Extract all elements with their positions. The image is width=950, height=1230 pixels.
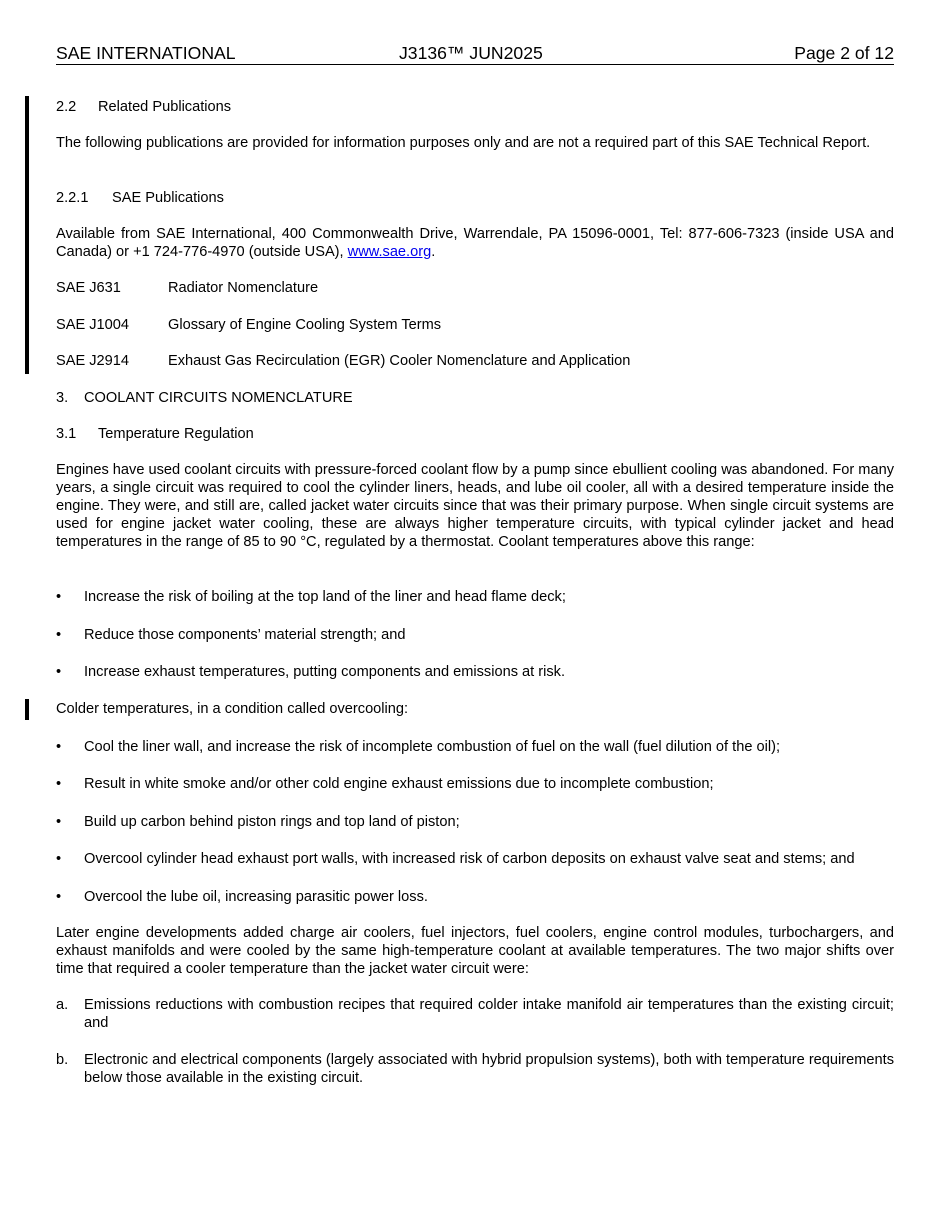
paragraph-availability xyxy=(56,225,894,261)
bullet-marker: • xyxy=(56,776,62,792)
section-number: 3. xyxy=(56,390,69,406)
bullet-marker: • xyxy=(56,664,62,680)
section-number: 2.2.1 xyxy=(56,190,89,206)
reference-row xyxy=(56,352,894,370)
section-title: Related Publications xyxy=(98,99,232,115)
paragraph-intro: The following publications are provided for information purposes only and are not a required part of this SAE Technical Report. xyxy=(56,135,871,151)
paragraph-engines: Engines have used coolant circuits with pressure-forced coolant flow by a pump since ebullient cooling was abandoned. For many years, a single circuit was required to cool the cylinder liners, heads, and lube oil cooler, all with a desired temperature inside the engine. They were, and still are, called jacket water circuits since that was their primary purpose. When single circuit systems are used for engine jacket water cooling, these are always higher temperature circuits, with typical cylinder jacket and head temperatures in the range of 85 to 90 °C, regulated by a thermostat. Coolant temperatures above this range: xyxy=(56,462,894,550)
bullet-marker: • xyxy=(56,814,62,830)
section-heading-2-2-1 xyxy=(56,189,224,207)
bullet-marker: • xyxy=(56,627,62,643)
list-item-text: Cool the liner wall, and increase the risk of incomplete combustion of fuel on the wall (fuel dilution of the oil); xyxy=(84,739,781,755)
bullet-marker: • xyxy=(56,889,62,905)
list-marker: b. xyxy=(56,1052,69,1068)
list-item-text: Increase exhaust temperatures, putting components and emissions at risk. xyxy=(84,664,566,680)
list-item-text: Reduce those components’ material strength; and xyxy=(84,627,406,643)
section-heading-3-1 xyxy=(56,425,254,443)
section-number: 2.2 xyxy=(56,99,77,115)
reference-code: SAE J1004 xyxy=(56,317,130,333)
section-title: Temperature Regulation xyxy=(98,426,254,442)
sae-website-link[interactable]: www.sae.org xyxy=(347,244,432,260)
section-number: 3.1 xyxy=(56,426,77,442)
list-marker: a. xyxy=(56,997,69,1013)
list-item-text: Build up carbon behind piston rings and top land of piston; xyxy=(84,814,460,830)
reference-title: Radiator Nomenclature xyxy=(168,280,319,296)
change-bar xyxy=(25,96,29,374)
bullet-marker: • xyxy=(56,589,62,605)
list-item-text: Result in white smoke and/or other cold engine exhaust emissions due to incomplete combustion; xyxy=(84,776,714,792)
list-item-text: Overcool the lube oil, increasing parasitic power loss. xyxy=(84,889,428,905)
paragraph-later: Later engine developments added charge air coolers, fuel injectors, fuel coolers, engine control modules, turbochargers, and exhaust manifolds and were cooled by the same high-temperature coolant at available temperatures. The two major shifts over time that required a cooler temperature than the jacket water circuit were: xyxy=(56,925,894,977)
reference-title: Exhaust Gas Recirculation (EGR) Cooler Nomenclature and Application xyxy=(168,353,631,369)
list-item-text: Electronic and electrical components (largely associated with hybrid propulsion systems), both with temperature requirements below those available in the existing circuit. xyxy=(84,1052,894,1086)
reference-code: SAE J2914 xyxy=(56,353,130,369)
section-title: COOLANT CIRCUITS NOMENCLATURE xyxy=(84,390,353,406)
bullet-marker: • xyxy=(56,739,62,755)
list-item-text: Overcool cylinder head exhaust port walls, with increased risk of carbon deposits on exhaust valve seat and stems; and xyxy=(84,851,855,867)
reference-row xyxy=(56,316,894,334)
header-doc-id: J3136™ JUN2025 xyxy=(399,43,543,63)
header-org: SAE INTERNATIONAL xyxy=(56,43,236,63)
change-bar xyxy=(25,699,29,720)
page-header xyxy=(56,42,894,65)
bullet-marker: • xyxy=(56,851,62,867)
section-title: SAE Publications xyxy=(112,190,224,206)
reference-title: Glossary of Engine Cooling System Terms xyxy=(168,317,442,333)
list-item-text: Emissions reductions with combustion recipes that required colder intake manifold air temperatures than the existing circuit; and xyxy=(84,997,894,1031)
section-heading-3 xyxy=(56,389,353,407)
reference-code: SAE J631 xyxy=(56,280,121,296)
availability-period: . xyxy=(431,244,436,260)
paragraph-colder: Colder temperatures, in a condition called overcooling: xyxy=(56,701,409,717)
header-page-number: Page 2 of 12 xyxy=(794,43,894,63)
reference-row xyxy=(56,279,894,297)
list-item-text: Increase the risk of boiling at the top land of the liner and head flame deck; xyxy=(84,589,566,605)
section-heading-2-2 xyxy=(56,98,231,116)
availability-text: Available from SAE International, 400 Commonwealth Drive, Warrendale, PA 15096-0001, Tel: 877-606-7323 (inside USA and Canada) or +1 724-776-4970 (outside USA), xyxy=(56,226,894,260)
